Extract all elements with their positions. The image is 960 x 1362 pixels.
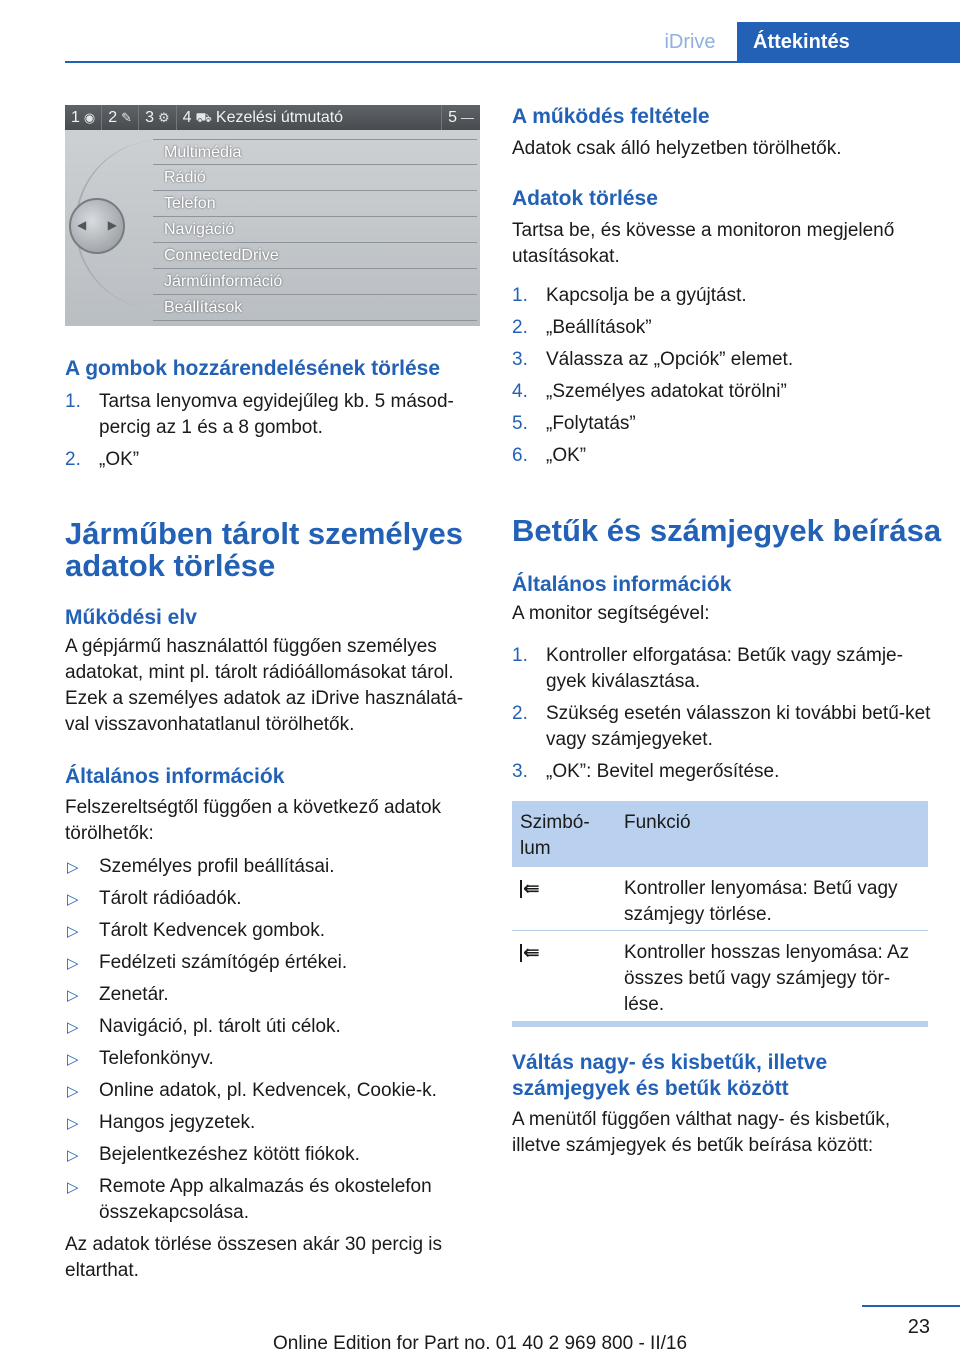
- tools-icon: ✎: [121, 110, 133, 125]
- list-item: 4. „Személyes adatokat törölni”: [512, 381, 787, 402]
- screen-tab-4: 4 ⛟ Kezelési útmutató: [177, 105, 442, 130]
- screen-menu-item: ConnectedDrive: [153, 243, 477, 269]
- page-number-rule: [862, 1305, 960, 1307]
- page-header: [0, 22, 960, 62]
- bullet-triangle-icon: ▷: [67, 1083, 79, 1100]
- list-item: 1. Kontroller elforgatása: Betűk vagy számje-gyek kiválasztása.: [512, 645, 903, 692]
- deletable-data-list: [65, 854, 485, 1232]
- heading-delete-data: Adatok törlése: [512, 187, 658, 210]
- steps-input: [512, 643, 932, 785]
- list-item: ▷ Remote App alkalmazás és okostelefon összekapcsolása.: [67, 1176, 432, 1223]
- screen-menu: [153, 139, 477, 321]
- bullet-triangle-icon: ▷: [67, 1115, 79, 1132]
- heading-condition: A működés feltétele: [512, 105, 710, 128]
- page-number: 23: [907, 1316, 930, 1338]
- list-item: 1. Kapcsolja be a gyújtást.: [512, 285, 747, 306]
- backspace-icon: ⇚: [520, 940, 540, 965]
- list-item: ▷ Tárolt rádióadók.: [65, 886, 485, 918]
- heading-switch-case: Váltás nagy- és kisbetűk, illetve számjegyek és betűk között: [512, 1051, 828, 1100]
- table-row: [512, 931, 928, 1021]
- table-row: [512, 867, 928, 931]
- table-header: [512, 801, 928, 867]
- gear-icon: ⚙: [157, 110, 170, 125]
- paragraph-monitor: A monitor segítségével:: [512, 603, 710, 624]
- dash-icon: —: [461, 110, 474, 125]
- table-header-function: Funkció: [624, 812, 691, 833]
- bullet-triangle-icon: ▷: [67, 987, 79, 1004]
- list-item: ▷ Tárolt Kedvencek gombok.: [65, 918, 485, 950]
- bullet-triangle-icon: ▷: [67, 1147, 79, 1164]
- list-item: 1. Tartsa lenyomva egyidejűleg kb. 5 másod-percig az 1 és a 8 gombot.: [65, 391, 454, 438]
- screen-menu-item: Rádió: [153, 165, 477, 191]
- bullet-triangle-icon: ▷: [67, 923, 79, 940]
- table-cell: Kontroller hosszas lenyomása: Az összes betű vagy számjegy tör-lése.: [624, 942, 910, 1015]
- paragraph-principle: A gépjármű használattól függően személyes adatokat, mint pl. tárolt rádióállomásokat tárol. Ezek a személyes adatok az iDrive használatá-val visszavonhatatlanul törölhetők.: [65, 636, 464, 735]
- list-item: ▷ Zenetár.: [65, 982, 485, 1014]
- section-title-input: Betűk és számjegyek beírása: [512, 513, 942, 548]
- controller-knob-icon: ◀ ▶: [69, 198, 125, 254]
- list-item: ▷ Online adatok, pl. Kedvencek, Cookie-k.: [65, 1078, 485, 1110]
- list-item: ▷ Bejelentkezéshez kötött fiókok.: [65, 1142, 485, 1174]
- idrive-screen-image: [65, 105, 480, 326]
- list-item: 2. „Beállítások”: [512, 317, 652, 338]
- list-item: ▷ Hangos jegyzetek.: [65, 1110, 485, 1142]
- list-item: 2. Szükség esetén válasszon ki további betű-ket vagy számjegyeket.: [512, 703, 931, 750]
- edition-footer: Online Edition for Part no. 01 40 2 969 800 - II/16: [272, 1333, 688, 1354]
- bullet-triangle-icon: ▷: [67, 859, 79, 876]
- bullet-triangle-icon: ▷: [67, 1179, 79, 1196]
- screen-tab-4-label: Kezelési útmutató: [215, 109, 344, 126]
- paragraph-duration: Az adatok törlése összesen akár 30 percig is eltarthat.: [65, 1234, 443, 1281]
- screen-tab-2: 2 ✎: [102, 105, 139, 130]
- screen-tab-5: 5 —: [442, 105, 480, 130]
- list-item: 2. „OK”: [65, 449, 140, 470]
- list-item: 6. „OK”: [512, 445, 587, 466]
- car-icon: ⛟: [195, 110, 212, 125]
- list-item: ▷ Telefonkönyv.: [65, 1046, 485, 1078]
- table-header-symbol: Szimbó-lum: [520, 812, 590, 859]
- list-item: 3. Válassza az „Opciók” elemet.: [512, 349, 794, 370]
- header-tab-overview[interactable]: Áttekintés: [737, 22, 960, 62]
- section-title-personal-data: Járműben tárolt személyes adatok törlése: [65, 516, 464, 583]
- antenna-icon: ◉: [83, 110, 96, 125]
- bullet-triangle-icon: ▷: [67, 1019, 79, 1036]
- heading-general-info-2: Általános információk: [512, 573, 732, 596]
- screen-menu-item: Telefon: [153, 191, 477, 217]
- screen-menu-item: Navigáció: [153, 217, 477, 243]
- heading-principle: Működési elv: [65, 606, 197, 629]
- header-tab-idrive[interactable]: iDrive: [664, 31, 716, 53]
- list-item: 5. „Folytatás”: [512, 413, 636, 434]
- screen-menu-item: Járműinformáció: [153, 269, 477, 295]
- table-bottom-rule: [512, 1021, 928, 1027]
- screen-tab-3: 3 ⚙: [139, 105, 177, 130]
- screen-menu-item: Beállítások: [153, 295, 477, 321]
- backspace-icon: ⇚: [520, 876, 540, 901]
- table-cell: Kontroller lenyomása: Betű vagy számjegy törlése.: [624, 878, 898, 925]
- paragraph-delete-data: Tartsa be, és kövesse a monitoron megjelenő utasításokat.: [512, 220, 895, 267]
- screen-tab-1: 1 ◉: [65, 105, 102, 130]
- paragraph-condition: Adatok csak álló helyzetben törölhetők.: [512, 138, 842, 159]
- paragraph-switch-case: A menütől függően válthat nagy- és kisbetűk, illetve számjegyek és betűk beírása között:: [512, 1109, 891, 1156]
- bullet-triangle-icon: ▷: [67, 955, 79, 972]
- symbol-table: [512, 801, 928, 1027]
- list-item: ▷ Fedélzeti számítógép értékei.: [65, 950, 485, 982]
- list-item: ▷ Navigáció, pl. tárolt úti célok.: [65, 1014, 485, 1046]
- heading-delete-assignment: A gombok hozzárendelésének törlése: [65, 357, 440, 380]
- steps-delete-assignment: [65, 389, 485, 473]
- steps-delete-data: [512, 283, 932, 475]
- heading-general-info: Általános információk: [65, 765, 285, 788]
- screen-menu-item: Multimédia: [153, 139, 477, 165]
- paragraph-general-info: Felszereltségtől függően a következő adatok törölhetők:: [65, 797, 442, 844]
- list-item: ▷ Személyes profil beállításai.: [65, 854, 485, 886]
- bullet-triangle-icon: ▷: [67, 1051, 79, 1068]
- bullet-triangle-icon: ▷: [67, 891, 79, 908]
- list-item: 3. „OK”: Bevitel megerősítése.: [512, 761, 780, 782]
- screen-tab-bar: [65, 105, 480, 130]
- header-divider: [65, 61, 960, 63]
